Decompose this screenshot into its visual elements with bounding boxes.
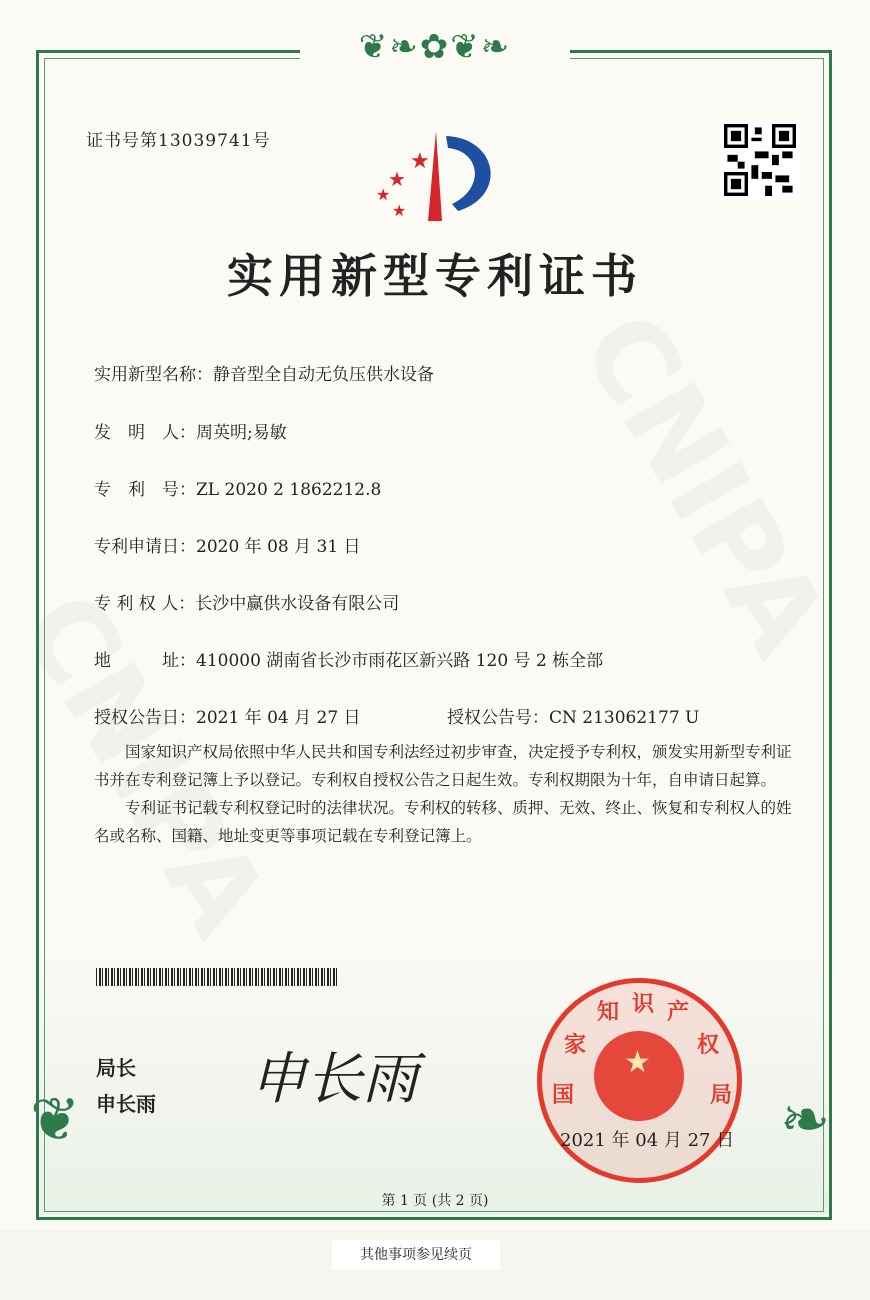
corner-ornament: ❧ (780, 1085, 831, 1155)
certificate-body (94, 738, 794, 850)
field-value: 静音型全自动无负压供水设备 (213, 365, 434, 385)
field-utility-model-name (94, 360, 434, 385)
field-label: 专 利 权 人： (94, 594, 196, 614)
svg-text:★: ★ (410, 149, 430, 174)
certificate-number: 证书号第13039741号 (86, 131, 271, 151)
field-label: 实用新型名称： (94, 365, 213, 385)
qr-code (720, 120, 800, 200)
seal-char: 权 (697, 1032, 720, 1058)
top-ornament: ❦❧✿❦❧ (300, 30, 570, 64)
svg-text:★: ★ (392, 201, 407, 220)
field-address (94, 646, 603, 671)
certificate-title: 实用新型专利证书 (227, 249, 643, 303)
svg-text:★: ★ (388, 167, 406, 191)
field-value: 2020 年 08 月 31 日 (196, 537, 361, 557)
paragraph: 专利证书记载专利权登记时的法律状况。专利权的转移、质押、无效、终止、恢复和专利权人的姓名或名称、国籍、地址变更等事项记载在专利登记簿上。 (94, 799, 792, 845)
continuation-note: 其他事项参见续页 (332, 1240, 500, 1270)
director-name: 申长雨 (96, 1092, 156, 1116)
field-label: 专 利 号： (94, 480, 196, 500)
signature (250, 1035, 418, 1115)
director-title: 局长 (96, 1056, 136, 1080)
field-label: 发 明 人： (94, 423, 196, 443)
field-value: 周英明;易敏 (196, 423, 287, 443)
field-value: 410000 湖南省长沙市雨花区新兴路 120 号 2 栋全部 (196, 651, 604, 671)
field-patent-number (94, 475, 381, 500)
field-label: 地 址： (94, 651, 196, 671)
seal-char: 家 (564, 1032, 587, 1058)
field-grant-date (94, 703, 361, 728)
paragraph: 国家知识产权局依照中华人民共和国专利法经过初步审查，决定授予专利权，颁发实用新型专利证书并在专利登记簿上予以登记。专利权自授权公告之日起生效。专利权期限为十年，自申请日起算。 (94, 743, 792, 789)
field-label: 专利申请日： (94, 537, 196, 557)
page-indicator: 第 1 页 (共 2 页) (381, 1193, 489, 1209)
signature-text: 申长雨 (250, 1047, 418, 1112)
seal-char: 产 (667, 999, 690, 1025)
field-grant-number (447, 703, 699, 728)
corner-ornament: ❦ (30, 1085, 81, 1155)
seal-date: 2021 年 04 月 27 日 (560, 1130, 735, 1151)
svg-text:★: ★ (376, 185, 391, 204)
official-seal (537, 978, 742, 1183)
barcode (96, 968, 338, 986)
field-value: CN 213062177 U (549, 708, 700, 728)
seal-char: 识 (632, 991, 655, 1017)
field-application-date (94, 532, 361, 557)
seal-char: 局 (710, 1082, 733, 1108)
national-emblem-icon: ★ (594, 1031, 684, 1121)
field-inventor (94, 418, 287, 443)
field-label: 授权公告日： (94, 708, 196, 728)
cnipa-logo (368, 126, 508, 226)
field-value: ZL 2020 2 1862212.8 (196, 480, 382, 500)
seal-char: 国 (552, 1082, 575, 1108)
field-patentee (94, 589, 399, 614)
field-value: 2021 年 04 月 27 日 (196, 708, 361, 728)
field-value: 长沙中赢供水设备有限公司 (195, 594, 400, 614)
seal-char: 知 (597, 999, 620, 1025)
field-label: 授权公告号： (447, 708, 549, 728)
